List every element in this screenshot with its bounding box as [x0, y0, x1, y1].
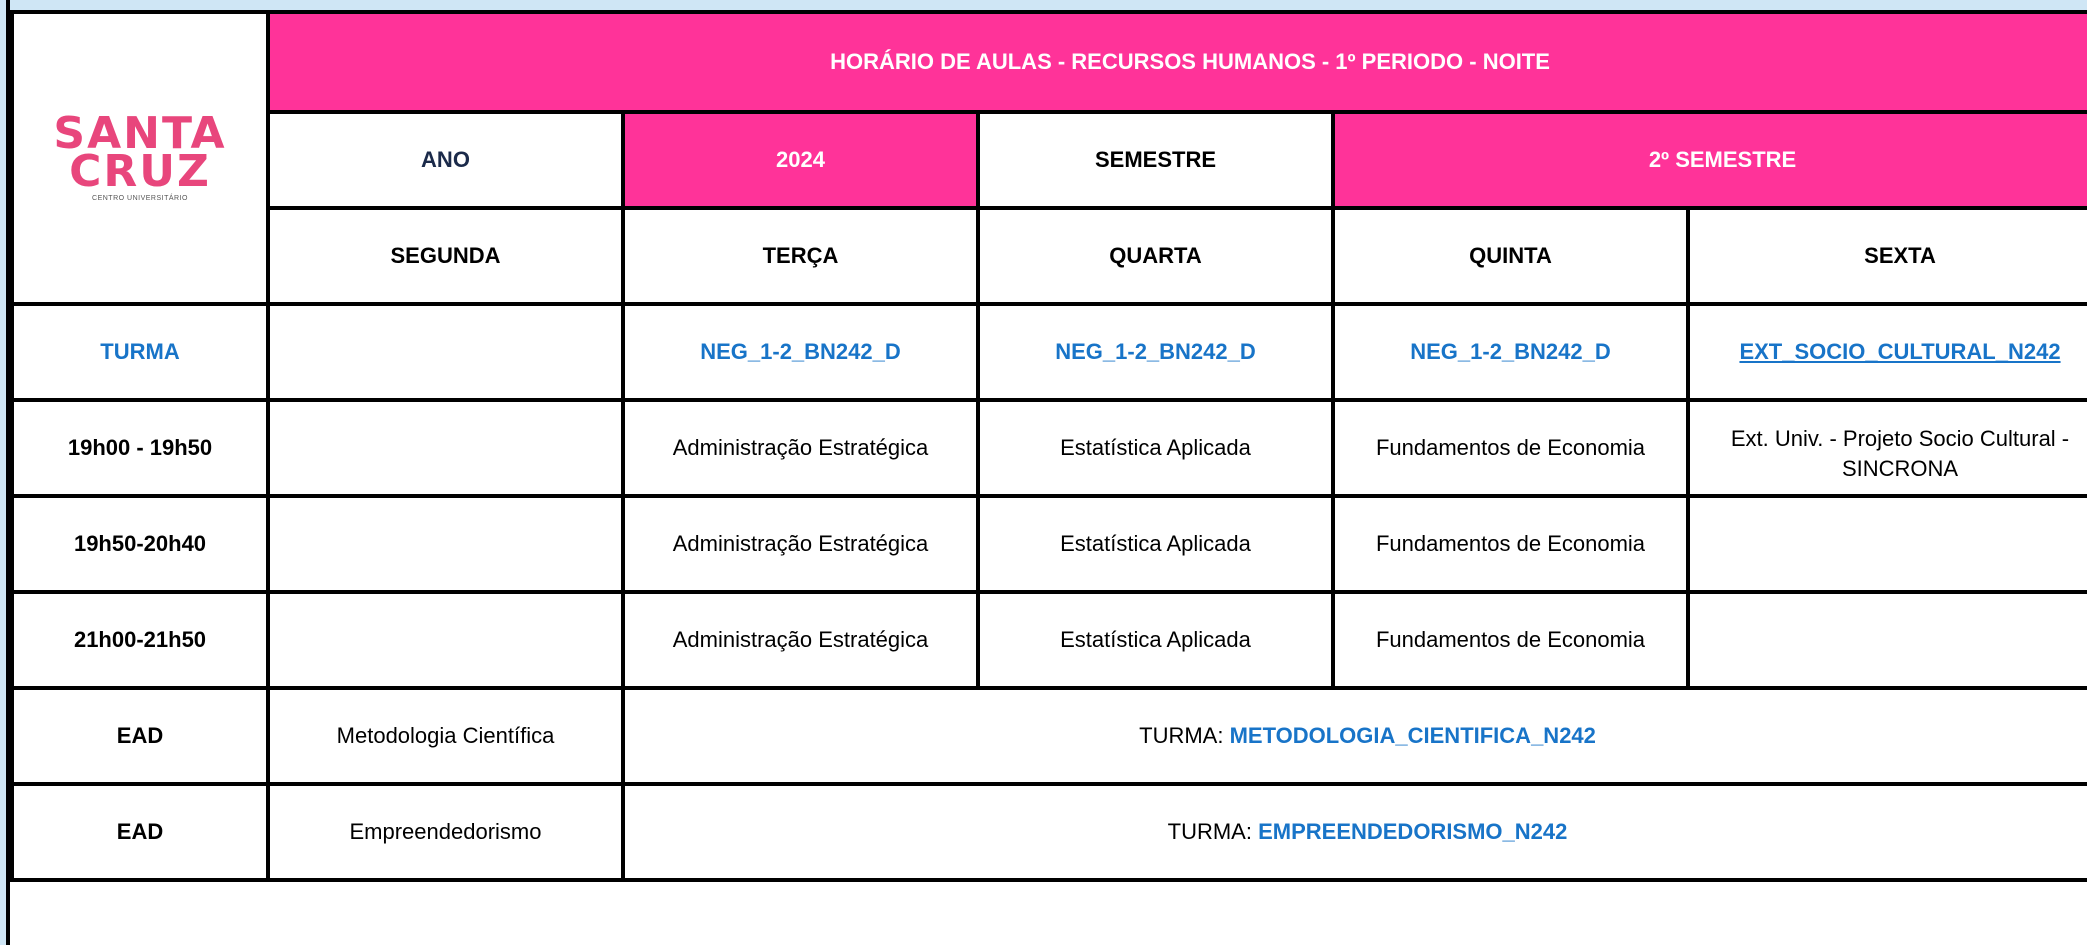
schedule-table — [10, 10, 2087, 882]
ead-label: EAD — [12, 688, 268, 784]
ead-row — [12, 688, 2087, 784]
class-cell: Fundamentos de Economia — [1333, 592, 1688, 688]
turma-label: TURMA — [12, 304, 268, 400]
turma-row — [12, 304, 2087, 400]
day-header-tuesday: TERÇA — [623, 208, 978, 304]
ead-course: Metodologia Científica — [268, 688, 623, 784]
class-cell: Administração Estratégica — [623, 400, 978, 496]
logo-line-2: CRUZ — [69, 145, 211, 197]
turma-thursday: NEG_1-2_BN242_D — [1333, 304, 1688, 400]
santa-cruz-logo — [20, 107, 260, 202]
turma-tuesday: NEG_1-2_BN242_D — [623, 304, 978, 400]
ead-turma-prefix: TURMA: — [1139, 723, 1230, 748]
ead-turma-prefix: TURMA: — [1167, 819, 1259, 844]
time-slot-row — [12, 400, 2087, 496]
class-cell: Estatística Aplicada — [978, 592, 1333, 688]
year-label: ANO — [268, 112, 623, 208]
semester-label: SEMESTRE — [978, 112, 1333, 208]
day-header-wednesday: QUARTA — [978, 208, 1333, 304]
time-slot-label: 19h00 - 19h50 — [12, 400, 268, 496]
ead-label: EAD — [12, 784, 268, 880]
title-row — [12, 12, 2087, 112]
turma-wednesday: NEG_1-2_BN242_D — [978, 304, 1333, 400]
logo-subtitle: CENTRO UNIVERSITÁRIO — [92, 194, 188, 202]
day-header-monday: SEGUNDA — [268, 208, 623, 304]
class-cell — [268, 496, 623, 592]
class-cell: Estatística Aplicada — [978, 400, 1333, 496]
class-cell: Fundamentos de Economia — [1333, 400, 1688, 496]
ead-course: Empreendedorismo — [268, 784, 623, 880]
days-row — [12, 208, 2087, 304]
schedule-title: HORÁRIO DE AULAS - RECURSOS HUMANOS - 1º PERIODO - NOITE — [268, 12, 2087, 112]
logo-cell — [12, 12, 268, 304]
year-value: 2024 — [623, 112, 978, 208]
semester-value: 2º SEMESTRE — [1333, 112, 2087, 208]
day-header-thursday: QUINTA — [1333, 208, 1688, 304]
year-row — [12, 112, 2087, 208]
time-slot-label: 19h50-20h40 — [12, 496, 268, 592]
ead-turma-cell — [623, 784, 2087, 880]
class-cell — [268, 592, 623, 688]
class-cell: Fundamentos de Economia — [1333, 496, 1688, 592]
class-cell: Administração Estratégica — [623, 496, 978, 592]
class-cell: Estatística Aplicada — [978, 496, 1333, 592]
class-cell — [1688, 496, 2087, 592]
class-cell — [268, 400, 623, 496]
time-slot-label: 21h00-21h50 — [12, 592, 268, 688]
class-cell — [1688, 592, 2087, 688]
ead-turma-code: EMPREENDEDORISMO_N242 — [1258, 819, 1568, 844]
left-frame-band — [0, 0, 10, 945]
turma-monday — [268, 304, 623, 400]
turma-friday-link[interactable]: EXT_SOCIO_CULTURAL_N242 — [1688, 304, 2087, 400]
ead-row — [12, 784, 2087, 880]
time-slot-row — [12, 496, 2087, 592]
day-header-friday: SEXTA — [1688, 208, 2087, 304]
class-cell: Ext. Univ. - Projeto Socio Cultural - SINCRONA — [1688, 400, 2087, 496]
logo-line-1: SANTA — [53, 107, 227, 159]
time-slot-row — [12, 592, 2087, 688]
ead-turma-code: METODOLOGIA_CIENTIFICA_N242 — [1229, 723, 1596, 748]
ead-turma-cell — [623, 688, 2087, 784]
class-cell: Administração Estratégica — [623, 592, 978, 688]
